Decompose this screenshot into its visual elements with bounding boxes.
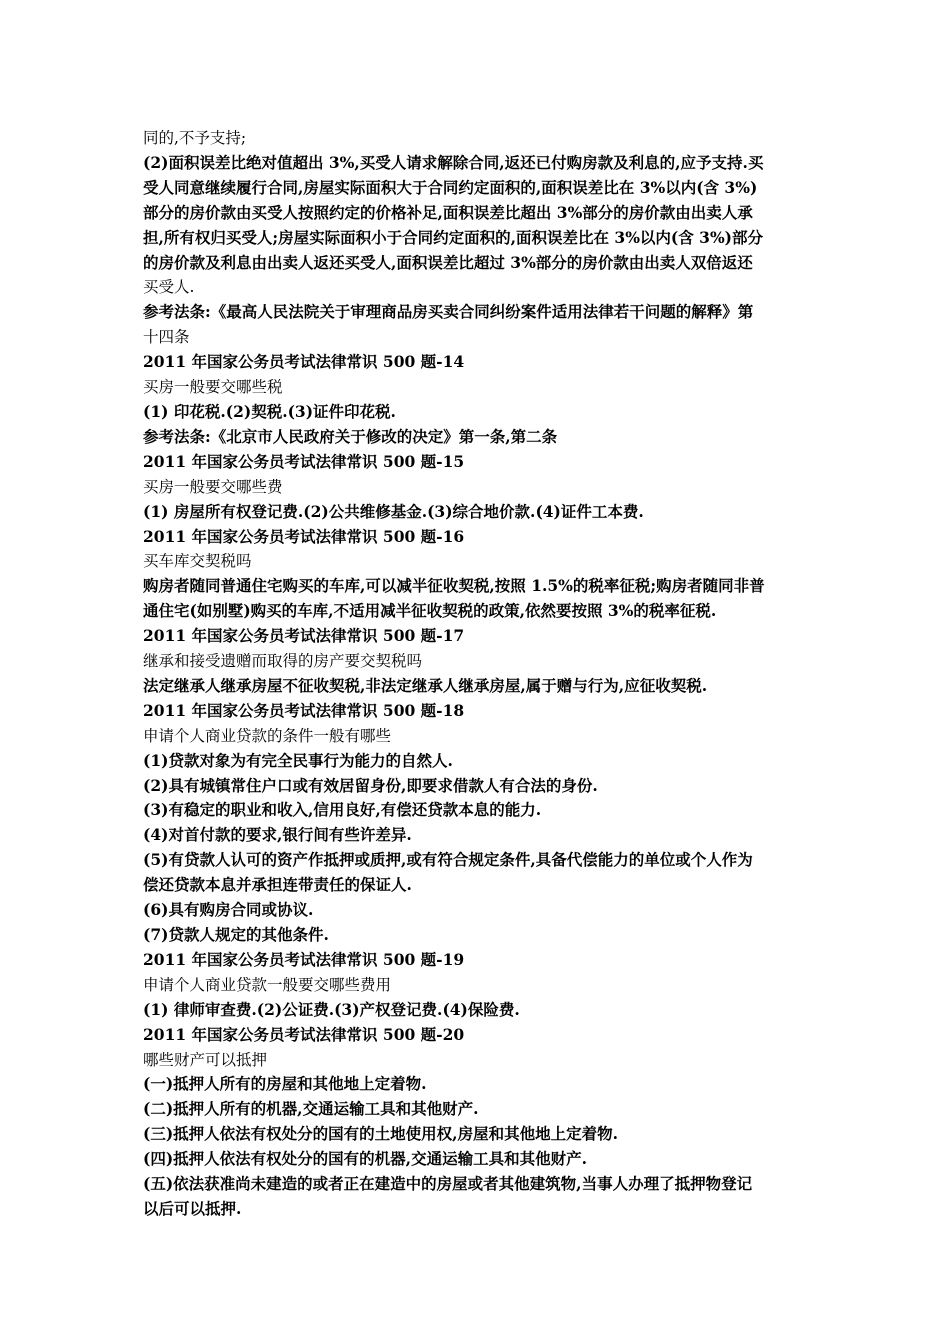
answer-line: (2)具有城镇常住户口或有效居留身份,即要求借款人有合法的身份.	[143, 775, 598, 795]
text-line: 受人同意继续履行合同,房屋实际面积大于合同约定面积的,面积误差比在 3%以内(含 3%)	[143, 177, 758, 197]
answer-line: (4)对首付款的要求,银行间有些许差异.	[143, 825, 412, 845]
section-heading: 2011 年国家公务员考试法律常识 500 题-19	[143, 949, 465, 969]
text-line: 参考法条:《北京市人民政府关于修改的决定》第一条,第二条	[143, 426, 558, 446]
question-line: 继承和接受遗赠而取得的房产要交契税吗	[143, 652, 423, 671]
document-page	[143, 126, 811, 1222]
answer-line: 购房者随同普通住宅购买的车库,可以减半征收契税,按照 1.5%的税率征税;购房者随同非普	[143, 576, 765, 596]
question-line: 买车库交契税吗	[143, 552, 252, 571]
text-line: 的房价款及利息由出卖人返还买受人,面积误差比超过 3%部分的房价款由出卖人双倍返还	[143, 252, 753, 272]
answer-line: 以后可以抵押.	[143, 1198, 242, 1218]
text-line: (2)面积误差比绝对值超出 3%,买受人请求解除合同,返还已付购房款及利息的,应予支持.买	[143, 152, 764, 172]
answer-line: (五)依法获准尚未建造的或者正在建造中的房屋或者其他建筑物,当事人办理了抵押物登记	[143, 1174, 753, 1194]
section-heading: 2011 年国家公务员考试法律常识 500 题-18	[143, 700, 465, 720]
question-line: 申请个人商业贷款一般要交哪些费用	[143, 975, 392, 994]
text-line: 买受人.	[143, 278, 195, 297]
answer-line: (1) 房屋所有权登记费.(2)公共维修基金.(3)综合地价款.(4)证件工本费.	[143, 501, 644, 521]
section-heading: 2011 年国家公务员考试法律常识 500 题-16	[143, 526, 465, 546]
answer-line: (3)有稳定的职业和收入,信用良好,有偿还贷款本息的能力.	[143, 800, 542, 820]
answer-line: 偿还贷款本息并承担连带责任的保证人.	[143, 875, 412, 895]
answer-line: (1) 印花税.(2)契税.(3)证件印花税.	[143, 401, 396, 421]
text-line: 同的,不予支持;	[143, 129, 247, 147]
answer-line: (二)抵押人所有的机器,交通运输工具和其他财产.	[143, 1099, 479, 1119]
answer-line: (三)抵押人依法有权处分的国有的土地使用权,房屋和其他地上定着物.	[143, 1124, 618, 1144]
section-heading: 2011 年国家公务员考试法律常识 500 题-14	[143, 352, 465, 372]
section-heading: 2011 年国家公务员考试法律常识 500 题-15	[143, 451, 465, 471]
answer-line: (7)贷款人规定的其他条件.	[143, 925, 329, 944]
answer-line: (1)贷款对象为有完全民事行为能力的自然人.	[143, 750, 453, 770]
section-heading: 2011 年国家公务员考试法律常识 500 题-17	[143, 626, 465, 646]
answer-line: 法定继承人继承房屋不征收契税,非法定继承人继承房屋,属于赠与行为,应征收契税.	[143, 675, 708, 695]
answer-line: (一)抵押人所有的房屋和其他地上定着物.	[143, 1074, 427, 1094]
text-line: 十四条	[143, 328, 190, 347]
question-line: 买房一般要交哪些费	[143, 477, 283, 496]
text-line: 部分的房价款由买受人按照约定的价格补足,面积误差比超出 3%部分的房价款由出卖人承	[143, 202, 753, 222]
question-line: 买房一般要交哪些税	[143, 378, 283, 397]
text-line: 担,所有权归买受人;房屋实际面积小于合同约定面积的,面积误差比在 3%以内(含 3%)部分	[143, 227, 764, 247]
question-line: 申请个人商业贷款的条件一般有哪些	[143, 726, 392, 745]
text-line: 参考法条:《最高人民法院关于审理商品房买卖合同纠纷案件适用法律若干问题的解释》第	[143, 302, 754, 322]
answer-line: (四)抵押人依法有权处分的国有的机器,交通运输工具和其他财产.	[143, 1149, 587, 1169]
section-heading: 2011 年国家公务员考试法律常识 500 题-20	[143, 1024, 465, 1044]
answer-line: (1) 律师审查费.(2)公证费.(3)产权登记费.(4)保险费.	[143, 999, 520, 1019]
answer-line: (6)具有购房合同或协议.	[143, 900, 314, 920]
question-line: 哪些财产可以抵押	[143, 1050, 268, 1069]
answer-line: (5)有贷款人认可的资产作抵押或质押,或有符合规定条件,具备代偿能力的单位或个人作为	[143, 850, 753, 870]
answer-line: 通住宅(如别墅)购买的车库,不适用减半征收契税的政策,依然要按照 3%的税率征税.	[143, 601, 717, 621]
